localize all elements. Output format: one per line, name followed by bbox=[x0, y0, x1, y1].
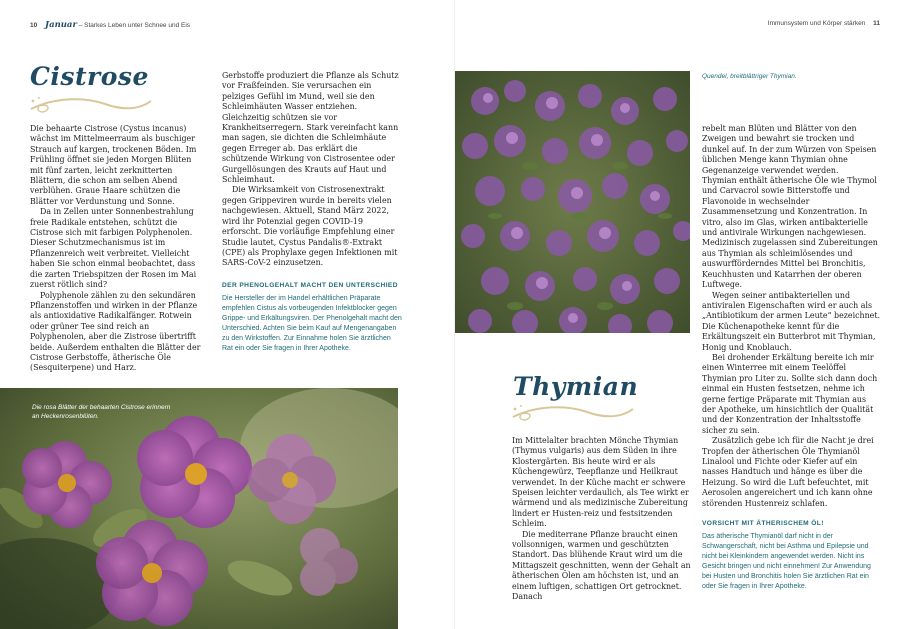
essential-oil-warning-box bbox=[702, 519, 882, 592]
cistrose-column-2 bbox=[222, 71, 402, 354]
thymian-paragraph: Im Mittelalter brachten Mönche Thymian (Thymus vulgaris) aus dem Süden in ihre Klostergärten. Bis heute wird er als Küchengewürz, Teepflanze und Heilkraut verwendet. In der Küche macht er schwere Speisen leichter verdaulich, als Tee wirkt er wärmend und als medizinische Zubereitung lindert er Husten-reiz und festsitzenden Schleim. bbox=[512, 436, 689, 529]
cistrose-column-1 bbox=[30, 124, 202, 374]
cistrose-paragraph: Die Wirksamkeit von Cistrosenextrakt gegen Grippeviren wurde in bereits vielen nachgewiesen. Aktuell, Stand März 2022, wird ihr Potenzial gegen COVID-19 erforscht. Die vorläufige Empfehlung einer Studie lautet, Cystus Pandalis®-Extrakt (CPE) als Prophylaxe gegen Infektionen mit SARS-CoV-2 einzusetzen. bbox=[222, 185, 398, 268]
thymian-paragraph: rebelt man Blüten und Blätter von den Zweigen und bewahrt sie trocken und dunkel auf. In der zum Würzen von Speisen üblichen Menge kann Thymian ohne Gegenanzeige verwendet werden. bbox=[702, 124, 877, 175]
left-section-title: – Starkes Leben unter Schnee und Eis bbox=[78, 22, 191, 29]
left-page-number: 10 bbox=[30, 22, 38, 29]
right-page-number: 11 bbox=[873, 20, 880, 27]
cistrose-paragraph: Die behaarte Cistrose (Cystus incanus) wächst im Mittelmeerraum als buschiger Strauch auf kargen, trockenen Böden. Im Frühling öffnet sie jeden Morgen Blüten mit fünf zarten, leicht zerknitterten Blättern, die schon am selben Abend verblühen. Graue Haare schützen die Blätter vor Verdunstung und Sonne. bbox=[30, 124, 197, 206]
phenol-box-text: Die Hersteller der im Handel erhältlichen Präparate empfehlen Cistus als vorbeugenden Infektblocker gegen Grippe- und Erkältungsviren. Der Phenolgehalt macht den Unterschied. Achten Sie beim Kauf auf Mengenangaben zu den Wirkstoffen. Zur Einnahme holen Sie ärztlichen Rat ein oder Sie fragen in Ihrer Apotheke. bbox=[222, 295, 402, 353]
cistrose-paragraph: Da in Zellen unter Sonnenbestrahlung freie Radikale entstehen, schützt die Cistrose sich mit farbigen Polyphenolen. Dieser Schutzmechanismus ist im Pflanzenreich weit verbreitet. Vielleicht haben Sie schon einmal beobachtet, dass die zarten Triebspitzen der Rosen im Mai zuerst rötlich sind? bbox=[30, 207, 197, 290]
right-section-title: Immunsystem und Körper stärken bbox=[767, 20, 866, 27]
cistrose-paragraph: Polyphenole zählen zu den sekundären Pflanzenstoffen und wirken in der Pflanze als antioxidative Radikalfänger. Rotwein oder grüner Tee sind reich an Polyphenolen, aber die Zistrose übertrifft beide. Außerdem enthalten die Blätter der Cistrose Gerbstoffe, ätherische Öle (Sesquiterpene) und Harz. bbox=[30, 290, 201, 373]
thymian-heading: Thymian bbox=[513, 372, 639, 401]
cistrose-paragraph: Gerbstoffe produziert die Pflanze als Schutz vor Fraßfeinden. Sie verursachen ein pelziges Gefühl im Mund, weil sie den Schleimhäuten Wasser entziehen. Gleichzeitig schützen sie vor Krankheitserregern. Stark vereinfacht kann man sagen, sie dichten die Schleimhäute gegen Erreger ab. Das erklärt die schützende Wirkung von Cistrosentee oder Gurgellösungen des Krauts auf Haut und Schleimhaut. bbox=[222, 71, 399, 185]
warning-box-text: Das ätherische Thymianöl darf nicht in der Schwangerschaft, nicht bei Asthma und Epilepsie und nicht bei Kleinkindern angewendet werden. Nicht ins Gesicht bringen und nicht einnehmen! Zur Anwendung bei Husten und Bronchitis holen Sie ärztlichen Rat ein oder Sie fragen in Ihrer Apotheke. bbox=[702, 533, 871, 591]
thymian-photo-caption: Quendel, breitblättriger Thymian. bbox=[702, 73, 797, 80]
thymian-paragraph: Zusätzlich gebe ich für die Nacht je drei Tropfen der ätherischen Öle Thymianöl Linalool und Fichte oder Kiefer auf ein nasses Handtuch und hänge es über die Heizung. So wird die Luft befeuchtet, mit Aerosolen angereichert und ich kann ohne störenden Hustenreiz schlafen. bbox=[702, 436, 874, 508]
phenol-box-title: DER PHENOLGEHALT MACHT DEN UNTERSCHIED bbox=[222, 281, 398, 289]
thymian-photo bbox=[455, 71, 690, 333]
cistrose-heading: Cistrose bbox=[30, 62, 149, 91]
cistrose-photo-caption: Die rosa Blätter der behaarten Cistrose erinnern an Heckenrosenblüten. bbox=[32, 404, 171, 420]
cistrose-swirl-ornament bbox=[25, 95, 155, 115]
thymian-paragraph: Bei drohender Erkältung bereite ich mir einen Winterree mit einem Teelöffel Thymian pro Liter zu. Sollte sich dann doch einmal ein Husten festsetzen, nehme ich gerne fertige Präparate mit Thymian aus der Apotheke, um hinsichtlich der Qualität und der Konzentration der Inhaltsstoffe sicher zu sein. bbox=[702, 352, 878, 435]
thymian-paragraph: Thymian enthält ätherische Öle wie Thymol und Carvacrol sowie Bitterstoffe und Flavonoide in wechselnder Zusammensetzung und Konzentration. In vitro, also im Glas, wirken antibakterielle und antivirale Wirkungen nachgewiesen. Medizinisch zugelassen sind Zubereitungen aus Thymian als schleimlösendes und auswurfförderndes Mittel bei Bronchitis, Keuchhusten und Katarrhen der oberen Luftwege. bbox=[702, 176, 878, 290]
month-label: Januar bbox=[45, 20, 77, 30]
thymian-column-1 bbox=[512, 436, 692, 603]
thymian-paragraph: Wegen seiner antibakteriellen und antiviralen Eigenschaften wird er auch als „Antibiotikum der armen Leute“ bezeichnet. Die Küchenapotheke kennt für die Erkältungszeit ein Butterbrot mit Thymian, Honig und Knoblauch. bbox=[702, 290, 881, 352]
phenol-info-box bbox=[222, 281, 402, 354]
left-running-header bbox=[30, 20, 190, 30]
thymian-column-2 bbox=[702, 124, 882, 592]
right-running-header bbox=[768, 20, 880, 27]
right-page bbox=[455, 0, 910, 629]
thymian-swirl-ornament bbox=[507, 403, 637, 423]
thymian-paragraph: Die mediterrane Pflanze braucht einen vollsonnigen, warmen und geschützten Standort. Das blühende Kraut wird um die Mittagszeit geschnitten, wenn der Gehalt an ätherischen Ölen am höchsten ist, und an einem luftigen, schattigen Ort getrocknet. Danach bbox=[512, 529, 691, 602]
cistrose-photo bbox=[0, 388, 398, 629]
warning-box-title: VORSICHT MIT ÄTHERISCHEM ÖL! bbox=[702, 520, 824, 528]
